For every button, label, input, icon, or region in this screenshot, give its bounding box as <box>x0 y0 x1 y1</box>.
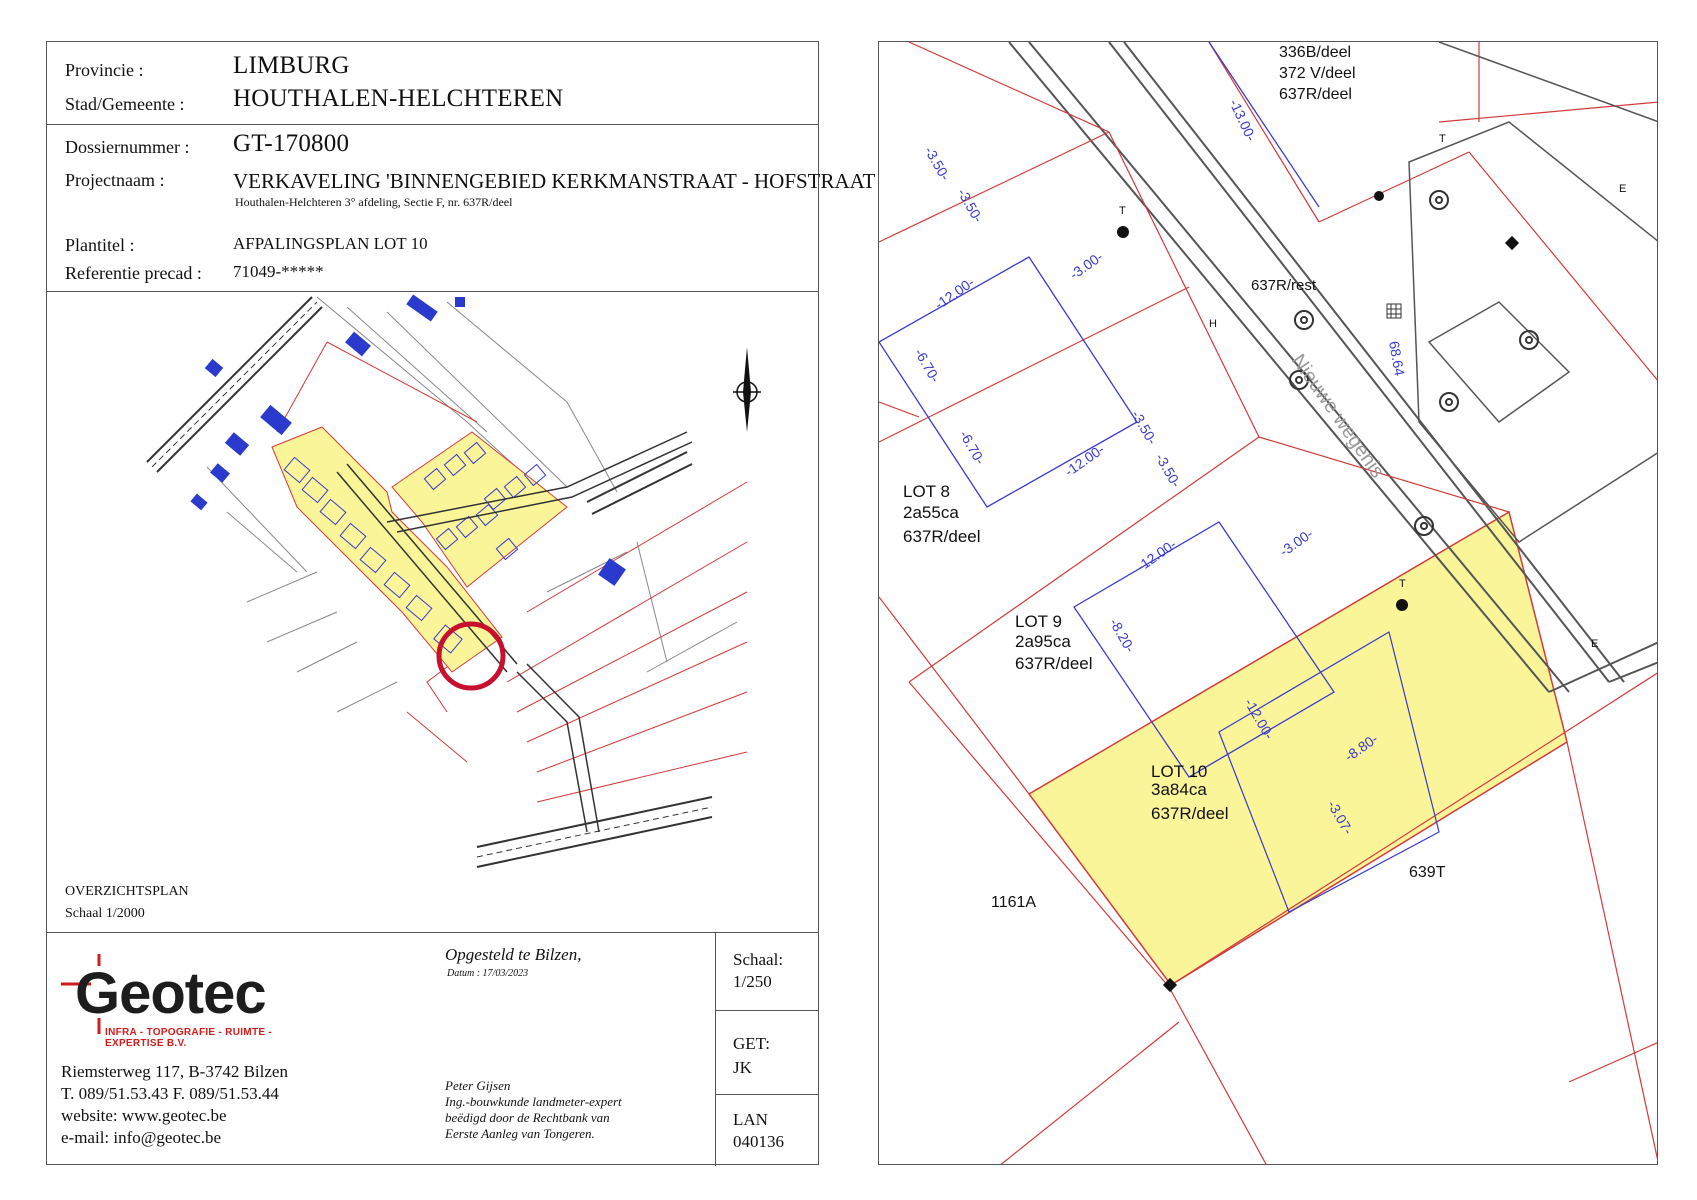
svg-text:-12.00-: -12.00- <box>1133 535 1180 575</box>
address-line-2: T. 089/51.53.43 F. 089/51.53.44 <box>61 1084 279 1103</box>
geotec-logo <box>61 954 301 1049</box>
svg-text:637R/deel: 637R/deel <box>1015 654 1093 673</box>
header-divider-1 <box>47 124 818 125</box>
svg-text:2a95ca: 2a95ca <box>1015 632 1071 651</box>
svg-text:T: T <box>1399 578 1406 590</box>
parcel-lines <box>879 42 1658 1165</box>
svg-text:-3.50-: -3.50- <box>954 185 987 226</box>
signer-line-3: Eerste Aanleg van Tongeren. <box>445 1126 595 1141</box>
svg-text:-3.50-: -3.50- <box>1128 407 1161 448</box>
svg-text:372 V/deel: 372 V/deel <box>1279 65 1356 82</box>
address-line-3: website: www.geotec.be <box>61 1106 227 1125</box>
logo-tagline: INFRA - TOPOGRAFIE - RUIMTE - EXPERTISE B.V. <box>105 1027 273 1049</box>
neighbor-parcel-left: 1161A <box>991 894 1037 911</box>
svg-text:637R/deel: 637R/deel <box>1151 804 1229 823</box>
provincie-value: LIMBURG <box>233 52 350 79</box>
neighbor-parcel-right: 639T <box>1409 864 1446 881</box>
plantitel-value: AFPALINGSPLAN LOT 10 <box>233 234 428 253</box>
detail-plan-sheet <box>878 41 1658 1165</box>
project-subtitle: Houthalen-Helchteren 3° afdeling, Sectie F, nr. 637R/deel <box>235 195 513 209</box>
detail-plan <box>879 42 1658 1165</box>
road-edges <box>1009 42 1658 692</box>
provincie-label: Provincie : <box>65 60 144 80</box>
svg-text:637R/deel: 637R/deel <box>1279 86 1352 103</box>
svg-text:E: E <box>1591 638 1599 650</box>
scale-label: Schaal: <box>733 950 784 969</box>
svg-text:-13.00-: -13.00- <box>1226 96 1260 144</box>
svg-text:-6.70-: -6.70- <box>911 345 944 386</box>
project-label: Projectnaam : <box>65 170 165 190</box>
svg-text:LOT 10: LOT 10 <box>1151 762 1208 781</box>
dossier-label: Dossiernummer : <box>65 137 190 157</box>
lot9-label <box>1015 612 1093 673</box>
svg-text:2a55ca: 2a55ca <box>903 503 959 522</box>
footer-vertical-divider <box>715 932 716 1166</box>
existing-building <box>1409 42 1658 542</box>
address-line-4: e-mail: info@geotec.be <box>61 1128 222 1147</box>
svg-text:-3.07-: -3.07- <box>1324 797 1357 838</box>
title-block-sheet <box>46 41 876 1165</box>
svg-text:-12.00-: -12.00- <box>931 273 978 313</box>
lan-value: 040136 <box>733 1132 784 1151</box>
svg-text:3a84ca: 3a84ca <box>1151 780 1207 799</box>
svg-text:-12.00-: -12.00- <box>1061 440 1108 480</box>
svg-text:-8.80-: -8.80- <box>1341 730 1381 765</box>
footer-box-divider-2 <box>715 1094 818 1095</box>
footer-divider <box>47 932 818 933</box>
svg-text:E: E <box>1619 183 1627 195</box>
svg-text:T: T <box>1119 205 1126 217</box>
overview-title: OVERZICHTSPLAN <box>65 884 189 899</box>
svg-text:-6.70-: -6.70- <box>956 427 989 468</box>
utility-symbols <box>1119 133 1626 650</box>
place-text: Opgesteld te Bilzen, <box>445 945 582 964</box>
dossier-value: GT-170800 <box>233 130 350 157</box>
signer-line-1: Ing.-bouwkunde landmeter-expert <box>445 1094 622 1109</box>
svg-text:-3.00-: -3.00- <box>1276 525 1316 560</box>
overview-red-lines <box>277 342 747 802</box>
grid-marker-icon <box>1387 304 1401 318</box>
get-label: GET: <box>733 1034 770 1053</box>
signer-line-2: beëdigd door de Rechtbank van <box>445 1110 610 1125</box>
north-label: N <box>743 337 751 348</box>
svg-text:-8.20-: -8.20- <box>1106 615 1139 656</box>
road-label: Nieuwe wegenis <box>1286 350 1389 483</box>
plantitel-label: Plantitel : <box>65 235 135 255</box>
lot8-label <box>903 482 981 546</box>
lan-label: LAN <box>733 1110 768 1129</box>
date-text: Datum : 17/03/2023 <box>447 968 529 979</box>
lot10-area <box>1029 512 1567 985</box>
address-line-1: Riemsterweg 117, B-3742 Bilzen <box>61 1062 288 1081</box>
svg-text:-3.50-: -3.50- <box>921 143 954 184</box>
project-value: VERKAVELING 'BINNENGEBIED KERKMANSTRAAT - HOFSTRAAT <box>233 169 876 193</box>
svg-text:LOT 8: LOT 8 <box>903 482 950 501</box>
signer-name: Peter Gijsen <box>445 1078 511 1093</box>
gemeente-value: HOUTHALEN-HELCHTEREN <box>233 85 564 112</box>
svg-text:LOT 9: LOT 9 <box>1015 612 1062 631</box>
svg-text:H: H <box>1209 318 1217 330</box>
logo-text: Geotec <box>75 961 266 1026</box>
gemeente-label: Stad/Gemeente : <box>65 94 185 114</box>
road-width-label: 68.64 <box>1386 339 1408 378</box>
footer-box-divider-1 <box>715 1010 818 1011</box>
rest-parcel-label: 637R/rest <box>1251 277 1317 294</box>
overview-map <box>47 292 820 932</box>
svg-text:-12.00-: -12.00- <box>1241 695 1278 742</box>
svg-text:637R/deel: 637R/deel <box>903 527 981 546</box>
referentie-value: 71049-***** <box>233 262 324 281</box>
get-value: JK <box>733 1058 752 1077</box>
svg-text:336B/deel: 336B/deel <box>1279 44 1352 61</box>
referentie-label: Referentie precad : <box>65 263 202 283</box>
svg-text:-3.00-: -3.00- <box>1066 248 1106 283</box>
svg-text:T: T <box>1439 133 1446 145</box>
svg-text:-3.50-: -3.50- <box>1152 450 1185 491</box>
scale-value: 1/250 <box>733 972 772 991</box>
overview-scale: Schaal 1/2000 <box>65 906 145 921</box>
north-arrow-icon <box>733 347 761 432</box>
parcel-labels-top <box>1279 44 1356 103</box>
